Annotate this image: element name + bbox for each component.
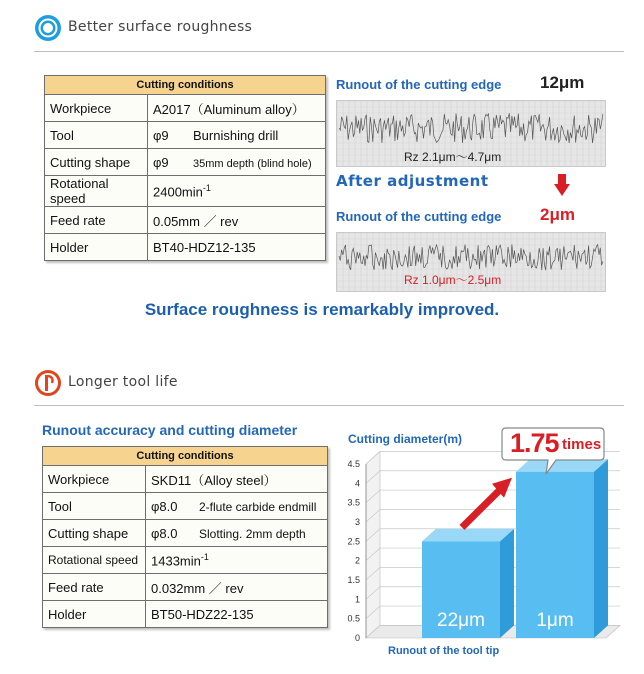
bar-side xyxy=(594,459,608,638)
y-tick-label: 4 xyxy=(354,478,360,489)
table-row xyxy=(45,95,326,122)
chart-xlabel: Runout of the tool tip xyxy=(388,645,500,657)
row-extra: 35mm depth (blind hole) xyxy=(193,157,312,170)
row-value: 0.032mm ／ rev xyxy=(146,574,328,601)
cutting-conditions-table-2 xyxy=(42,446,328,628)
row-value: BT40-HDZ12-135 xyxy=(148,234,326,261)
table-row xyxy=(43,493,328,520)
row-key: Tool xyxy=(43,493,146,520)
row-key: Rotational speed xyxy=(43,547,146,574)
row-key: Holder xyxy=(45,234,148,261)
row-extra: Burnishing drill xyxy=(193,127,279,143)
y-tick-label: 0 xyxy=(354,633,360,643)
y-tick-label: 3 xyxy=(354,517,360,527)
table-row xyxy=(45,149,326,176)
runout-value-after: 2μm xyxy=(540,205,575,224)
row-key: Feed rate xyxy=(45,207,148,234)
down-arrow-icon xyxy=(554,174,570,196)
section-divider xyxy=(34,405,624,406)
tool-life-icon xyxy=(34,369,62,397)
table-header: Cutting conditions xyxy=(43,447,328,466)
row-extra: Slotting. 2mm depth xyxy=(199,526,306,541)
y-tick-label: 0.5 xyxy=(347,613,360,624)
table-row xyxy=(43,520,328,547)
row-key: Feed rate xyxy=(43,574,146,601)
y-tick-label: 1 xyxy=(354,594,360,605)
conclusion-text: Surface roughness is remarkably improved. xyxy=(144,300,500,319)
row-key: Workpiece xyxy=(43,466,146,493)
table-row xyxy=(43,574,328,601)
rz-value-after: Rz 1.0μm～2.5μm xyxy=(404,273,502,287)
bar-top xyxy=(422,529,514,542)
after-adjustment-label: After adjustment xyxy=(336,172,489,190)
cutting-diameter-chart xyxy=(336,448,636,648)
y-tick-label: 4.5 xyxy=(347,459,360,469)
roughness-line xyxy=(339,113,603,143)
table-row xyxy=(43,466,328,493)
y-tick-label: 3.5 xyxy=(347,497,360,508)
section-divider xyxy=(34,51,624,52)
row-value: BT50-HDZ22-135 xyxy=(146,601,328,628)
row-value: SKD11（Alloy steel） xyxy=(146,466,328,493)
row-key: Workpiece xyxy=(45,95,148,122)
y-tick-label: 2 xyxy=(354,555,360,566)
subtitle-runout-accuracy: Runout accuracy and cutting diameter xyxy=(42,422,298,438)
callout-unit: times xyxy=(562,436,602,453)
target-icon xyxy=(34,14,62,42)
table-row xyxy=(45,176,326,207)
row-value: φ8.0 2-flute carbide endmill xyxy=(146,493,328,520)
row-value: $2400\min^{-1}$ xyxy=(148,176,326,207)
section-title-tool-life: Longer tool life xyxy=(68,374,178,390)
table-row xyxy=(45,207,326,234)
y-tick-label: 1.5 xyxy=(347,575,360,585)
row-key: Holder xyxy=(43,601,146,628)
chart-side-wall xyxy=(366,451,380,638)
cutting-conditions-table-1 xyxy=(44,75,326,261)
y-tick-label: 2.5 xyxy=(347,536,360,547)
row-key: Cutting shape xyxy=(43,520,146,547)
row-extra: 2-flute carbide endmill xyxy=(199,499,317,514)
chart-title: Cutting diameter(m) xyxy=(348,432,462,446)
row-key: Rotational speed xyxy=(45,176,148,207)
row-key: Cutting shape xyxy=(45,149,148,176)
increase-arrow-icon xyxy=(462,490,500,528)
table-row xyxy=(43,547,328,574)
callout-bubble xyxy=(500,426,606,464)
table-header: Cutting conditions xyxy=(45,76,326,95)
bar-side xyxy=(500,529,514,638)
section-title-surface: Better surface roughness xyxy=(68,19,253,35)
row-value: 0.05mm ／ rev xyxy=(148,207,326,234)
row-value: φ9 Burnishing drill xyxy=(148,122,326,149)
bar-label: 1μm xyxy=(536,610,574,631)
table-row xyxy=(45,234,326,261)
bar-label: 22μm xyxy=(437,610,485,631)
rz-value-before: Rz 2.1μm～4.7μm xyxy=(404,150,502,164)
row-value: φ9 35mm depth (blind hole) xyxy=(148,149,326,176)
row-key: Tool xyxy=(45,122,148,149)
table-row xyxy=(43,601,328,628)
row-value: $1433\min^{-1}$ xyxy=(146,547,328,574)
row-value: A2017（Aluminum alloy） xyxy=(148,95,326,122)
table-row xyxy=(45,122,326,149)
runout-value-before: 12μm xyxy=(540,73,585,92)
callout-number: 1.75 xyxy=(510,428,559,458)
runout-label-before: Runout of the cutting edge xyxy=(336,77,502,92)
runout-label-after: Runout of the cutting edge xyxy=(336,209,502,224)
row-value: φ8.0 Slotting. 2mm depth xyxy=(146,520,328,547)
